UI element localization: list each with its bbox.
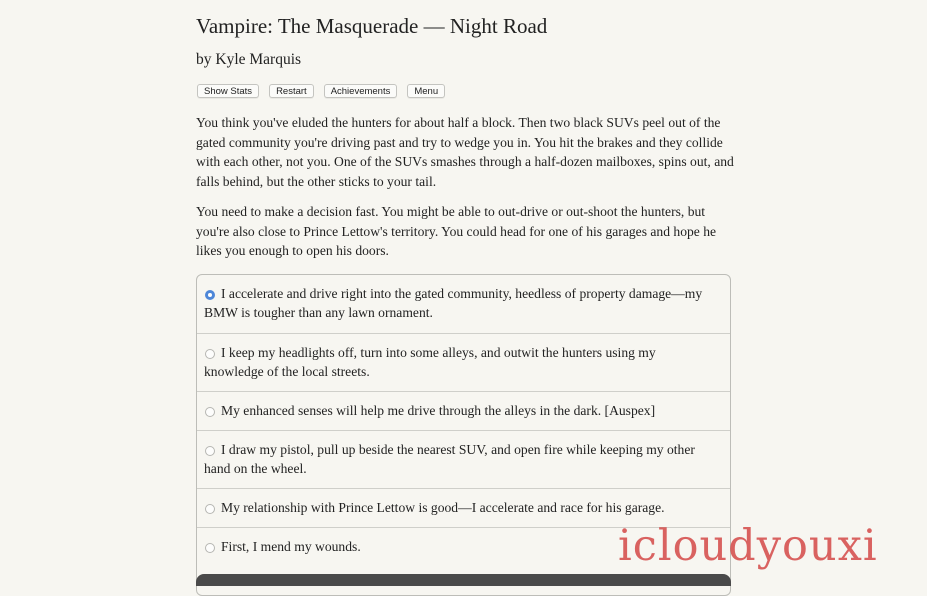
- story-paragraph: You need to make a decision fast. You might be able to out-drive or out-shoot the hunters, but you're also close to Prince Lettow's territory. You could head for one of his garages and hope he likes you enough to open his doors.: [196, 204, 717, 258]
- menu-button[interactable]: Menu: [407, 84, 445, 98]
- page-title: Vampire: The Masquerade — Night Road: [196, 14, 548, 38]
- choice-option[interactable]: [197, 430, 730, 488]
- choice-option[interactable]: [197, 333, 730, 391]
- next-button-edge[interactable]: [196, 574, 731, 586]
- toolbar: [197, 84, 445, 98]
- choice-label: I draw my pistol, pull up beside the nearest SUV, and open fire while keeping my other hand on the wheel.: [204, 442, 695, 476]
- watermark-text: icloudyouxi: [618, 521, 878, 571]
- choice-option[interactable]: [197, 275, 730, 333]
- restart-button[interactable]: Restart: [269, 84, 314, 98]
- author-byline: by Kyle Marquis: [196, 51, 302, 68]
- achievements-button[interactable]: Achievements: [324, 84, 398, 98]
- story-paragraph: You think you've eluded the hunters for about half a block. Then two black SUVs peel out of the gated community you're driving past and try to wedge you in. You hit the brakes and they collide with each other, not you. One of the SUVs smashes through a half-dozen mailboxes, spins out, and falls behind, but the other sticks to your tail.: [196, 115, 734, 189]
- choice-label: First, I mend my wounds.: [221, 539, 361, 554]
- show-stats-button[interactable]: Show Stats: [197, 84, 259, 98]
- choice-label: My enhanced senses will help me drive through the alleys in the dark. [Auspex]: [221, 403, 656, 418]
- choice-option[interactable]: [197, 391, 730, 430]
- choice-label: I accelerate and drive right into the gated community, heedless of property damage—my BMW is tougher than any lawn ornament.: [204, 286, 703, 320]
- choice-label: My relationship with Prince Lettow is good—I accelerate and race for his garage.: [221, 500, 665, 515]
- choice-label: I keep my headlights off, turn into some alleys, and outwit the hunters using my knowledge of the local streets.: [204, 345, 656, 379]
